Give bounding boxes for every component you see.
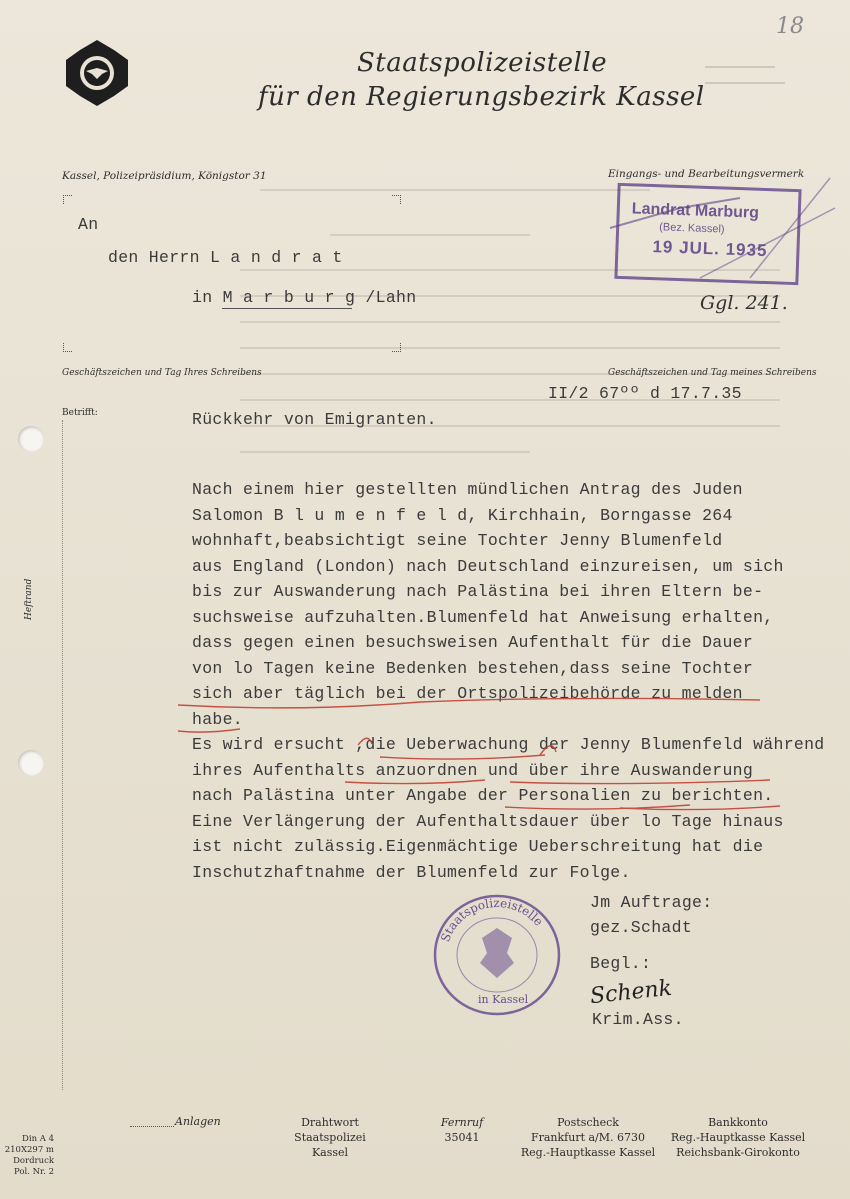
emblem-logo (62, 38, 132, 108)
body-line: bis zur Auswanderung nach Palästina bei ihren Eltern be- (192, 582, 764, 601)
subject-label: Betrifft: (62, 408, 98, 418)
punch-hole-top (18, 426, 44, 452)
letterhead-line-1: Staatspolizeistelle (357, 48, 608, 78)
svg-text:in Kassel: in Kassel (478, 993, 529, 1006)
footer-din-2: 210X297 m (4, 1145, 54, 1155)
body-line: dass gegen einen besuchsweisen Aufenthalt für die Dauer (192, 633, 754, 652)
footer-postscheck-label: Postscheck (557, 1116, 619, 1129)
signature-line-3: Begl.: (590, 954, 652, 973)
round-police-stamp (432, 893, 562, 1018)
footer-bank (668, 1115, 808, 1160)
body-line: nach Palästina unter Angabe der Personalien zu berichten. (192, 786, 774, 805)
footer-postscheck-1: Frankfurt a/M. 6730 (530, 1131, 646, 1144)
body-line: Es wird ersucht ,die Ueberwachung der Jenny Blumenfeld während (192, 735, 825, 754)
footer-din (2, 1134, 54, 1178)
footer-fernruf-label: Fernruf (440, 1116, 484, 1129)
handwritten-signature: Schenk (588, 975, 674, 1010)
body-text (192, 480, 850, 888)
recipient-line-1: An (78, 215, 99, 234)
footer-fernruf (432, 1115, 492, 1145)
footer-drahtwort-1: Staatspolizei (294, 1131, 366, 1144)
received-stamp-line-2: (Bez. Kassel) (658, 221, 725, 236)
address-corner-tl (63, 195, 72, 204)
margin-label: Heftrand (24, 578, 34, 620)
footer-bank-2: Reichsbank-Girokonto (676, 1146, 800, 1159)
footer-bank-label: Bankkonto (708, 1116, 768, 1129)
page-number: 18 (776, 14, 804, 39)
body-line: Eine Verlängerung der Aufenthaltsdauer über lo Tage hinaus (192, 811, 784, 831)
signature-line-1: Jm Auftrage: (590, 893, 713, 912)
body-line: Salomon B l u m e n f e l d, Kirchhain, Borngasse 264 (192, 505, 733, 525)
footer-postscheck (518, 1115, 658, 1160)
footer-drahtwort-label: Drahtwort (301, 1116, 359, 1129)
punch-hole-bottom (18, 750, 44, 776)
footer-fernruf-value: 35041 (444, 1131, 480, 1144)
body-line: suchsweise aufzuhalten.Blumenfeld hat Anweisung erhalten, (192, 607, 774, 627)
footer-postscheck-2: Reg.-Hauptkasse Kassel (520, 1146, 656, 1159)
footer-anlagen-dots (130, 1126, 174, 1127)
footer-drahtwort-2: Kassel (311, 1146, 349, 1159)
body-line: aus England (London) nach Deutschland einzureisen, um sich (192, 556, 784, 576)
address-corner-bl (63, 343, 72, 352)
body-line: Inschutzhaftnahme der Blumenfeld zur Folge. (192, 862, 631, 882)
receipt-label: Eingangs- und Bearbeitungsvermerk (608, 168, 805, 180)
body-line: Nach einem hier gestellten mündlichen Antrag des Juden (192, 480, 743, 499)
handwritten-reference: Ggl. 241. (700, 292, 788, 314)
footer-drahtwort (290, 1115, 370, 1160)
svg-text:Staatspolizeistelle: Staatspolizeistelle (438, 895, 546, 944)
body-line: von lo Tagen keine Bedenken bestehen,dass seine Tochter (192, 658, 754, 678)
recipient-line-3: in M a r b u r g /Lahn (192, 288, 417, 307)
footer-din-1: Din A 4 (22, 1134, 54, 1144)
body-line: sich aber täglich bei der Ortspolizeibehörde zu melden (192, 684, 743, 703)
footer-bank-1: Reg.-Hauptkasse Kassel (670, 1131, 806, 1144)
signature-line-4: Krim.Ass. (592, 1010, 684, 1029)
margin-dotted-line (62, 420, 63, 1090)
sender-address: Kassel, Polizeipräsidium, Königstor 31 (62, 170, 267, 182)
signature-line-2: gez.Schadt (590, 918, 693, 937)
ref-label-mine: Geschäftszeichen und Tag meines Schreibens (608, 368, 817, 378)
ref-label-yours: Geschäftszeichen und Tag Ihres Schreibens (62, 368, 262, 378)
body-line: ihres Aufenthalts anzuordnen und über ihre Auswanderung (192, 760, 754, 780)
received-stamp-line-3: 19 JUL. 1935 (652, 237, 768, 261)
footer-anlagen: Anlagen (175, 1115, 221, 1128)
faded-pencil-notes (705, 58, 800, 98)
body-line: wohnhaft,beabsichtigt seine Tochter Jenny Blumenfeld (192, 531, 723, 550)
ref-value: II/2 67ºº d 17.7.35 (548, 384, 742, 403)
footer-din-4: Pol. Nr. 2 (14, 1167, 54, 1177)
body-line: habe. (192, 709, 244, 729)
subject-text: Rückkehr von Emigranten. (192, 410, 437, 429)
letterhead-line-2: für den Regierungsbezirk Kassel (258, 82, 705, 112)
recipient-line-2: den Herrn L a n d r a t (108, 248, 343, 267)
received-stamp-line-1: Landrat Marburg (631, 200, 760, 222)
body-line: ist nicht zulässig.Eigenmächtige Ueberschreitung hat die (192, 837, 764, 856)
footer-din-3: Dordruck (13, 1156, 54, 1166)
